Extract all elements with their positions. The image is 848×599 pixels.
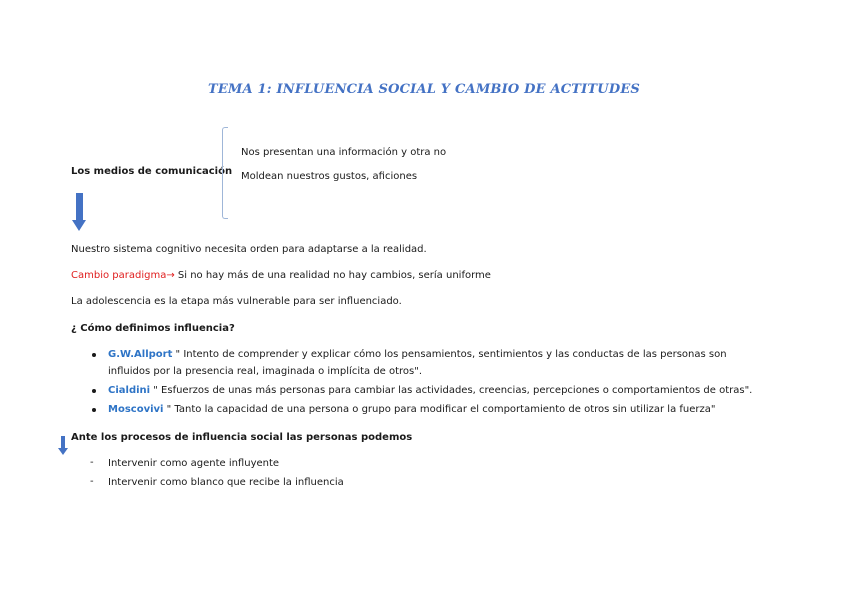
procesos-item-2: Intervenir como blanco que recibe la influencia — [108, 477, 344, 488]
paradigma-label: Cambio paradigma→ — [71, 270, 175, 281]
cialdini-author: Cialdini — [108, 385, 151, 396]
medios-item-2: Moldean nuestros gustos, aficiones — [241, 171, 418, 182]
moscovivi-author: Moscovivi — [108, 404, 164, 415]
cialdini-text: " Esfuerzos de unas más personas para cambiar las actividades, creencias, percepciones o comportamientos de otras". — [150, 385, 753, 396]
cialdini-item — [108, 384, 752, 397]
medios-label: Los medios de comunicación — [71, 166, 233, 177]
moscovivi-item — [108, 403, 716, 416]
document-title: TEMA 1: INFLUENCIA SOCIAL Y CAMBIO DE ACTITUDES — [207, 82, 641, 97]
allport-author: G.W.Allport — [108, 349, 173, 360]
procesos-item-1: Intervenir como agente influyente — [108, 458, 280, 469]
allport-text-cont: influidos por la presencia real, imaginada o implícita de otros". — [108, 366, 423, 377]
dash-icon: - — [90, 457, 94, 468]
medios-item-1: Nos presentan una información y otra no — [241, 147, 447, 158]
allport-item — [108, 348, 727, 361]
moscovivi-text: " Tanto la capacidad de una persona o grupo para modificar el comportamiento de otros sin utilizar la fuerza" — [163, 404, 716, 415]
paradigma-text: Si no hay más de una realidad no hay cambios, sería uniforme — [174, 270, 491, 281]
adolescencia-paragraph: La adolescencia es la etapa más vulnerable para ser influenciado. — [71, 296, 402, 307]
bullet-icon — [92, 389, 96, 393]
definicion-heading: ¿ Cómo definimos influencia? — [71, 323, 235, 334]
arrow-down-icon — [72, 193, 87, 231]
procesos-heading: Ante los procesos de influencia social las personas podemos — [71, 432, 413, 443]
paradigma-paragraph — [71, 269, 491, 282]
brace-icon — [222, 127, 228, 219]
bullet-icon — [92, 408, 96, 412]
allport-text: " Intento de comprender y explicar cómo los pensamientos, sentimientos y las conductas de las personas son — [172, 349, 727, 360]
dash-icon: - — [90, 476, 94, 487]
sistema-paragraph: Nuestro sistema cognitivo necesita orden para adaptarse a la realidad. — [71, 244, 427, 255]
arrow-down-icon — [58, 436, 68, 456]
bullet-icon — [92, 353, 96, 357]
